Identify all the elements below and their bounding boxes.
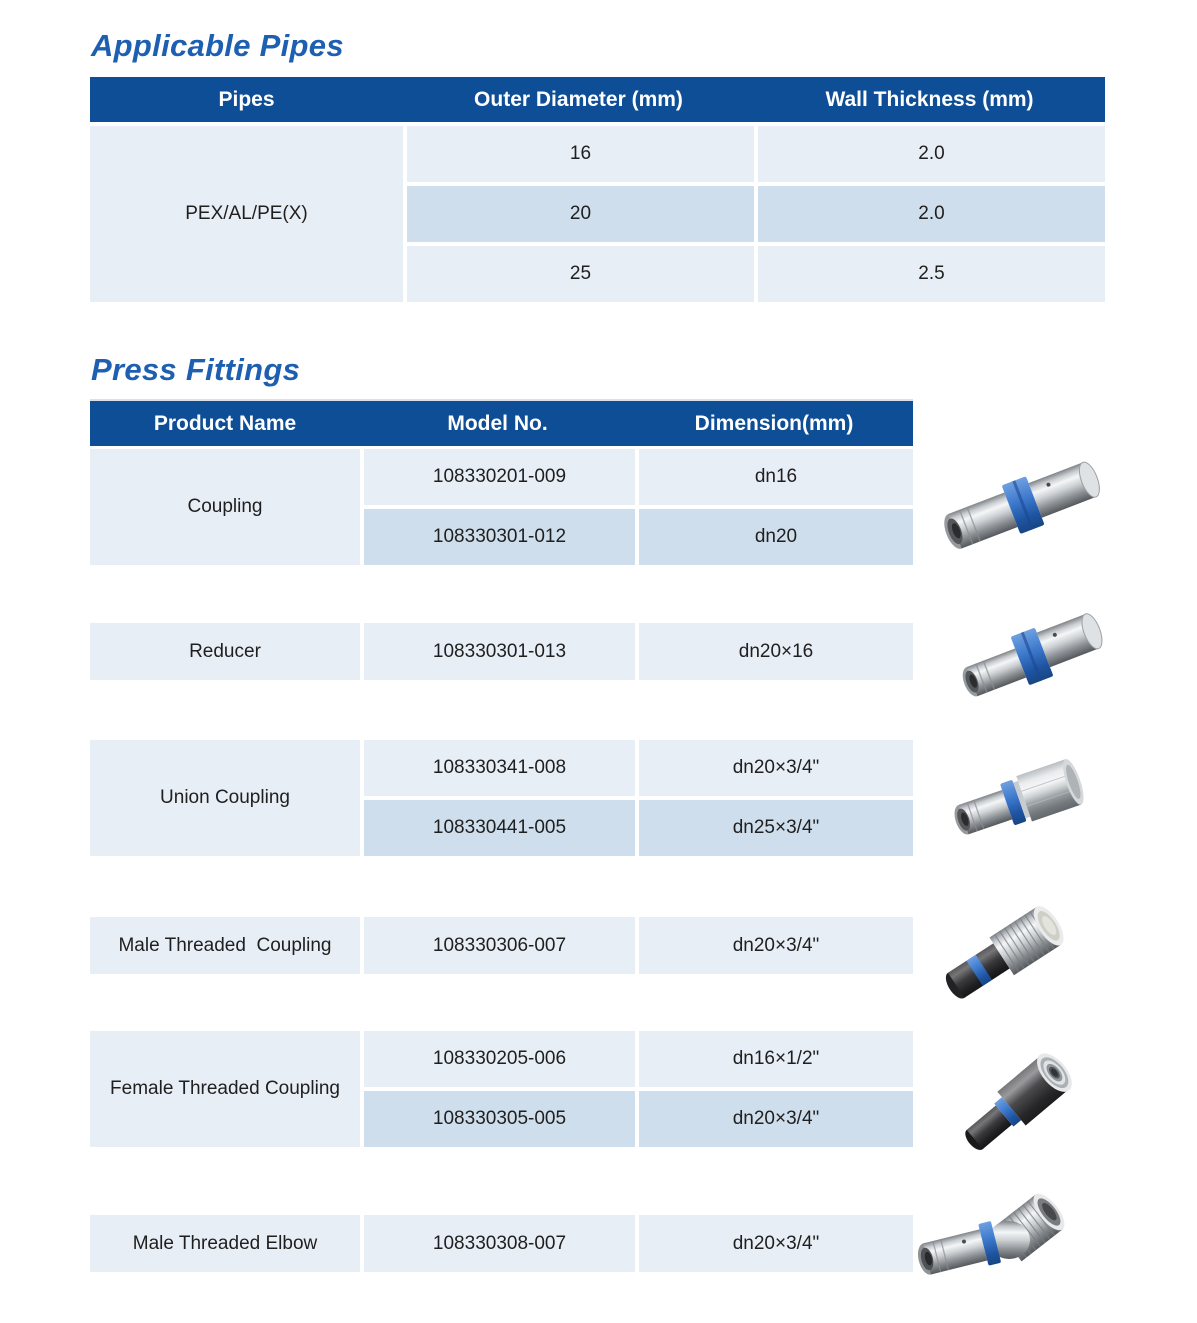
reducer-product-photo: [948, 595, 1113, 713]
pipe-type-cell: PEX/AL/PE(X): [90, 126, 403, 302]
fitting-group-male-threaded-coupling: [90, 917, 913, 974]
male-threaded-coupling-product-photo: [922, 885, 1097, 1017]
dimension-cell: dn20×3/4": [639, 740, 913, 796]
union-coupling-product-photo: [943, 740, 1098, 852]
column-header-product-name: Product Name: [153, 411, 297, 435]
product-name-cell: Male Threaded Coupling: [90, 917, 360, 974]
dimension-cell: dn20×3/4": [639, 917, 913, 974]
column-header-dimension: Dimension(mm): [694, 411, 854, 435]
column-header-outer-diameter: Outer Diameter (mm): [474, 87, 683, 111]
dimension-cell: dn16×1/2": [639, 1031, 913, 1087]
model-no-cell: 108330441-005: [364, 800, 635, 856]
press-fittings-header: [90, 399, 913, 446]
product-name-cell: Coupling: [90, 449, 360, 565]
product-name-cell: Reducer: [90, 623, 360, 680]
model-no-cell: 108330306-007: [364, 917, 635, 974]
product-name-cell: Female Threaded Coupling: [90, 1031, 360, 1147]
dimension-cell: dn20×3/4": [639, 1091, 913, 1147]
press-fittings-title: Press Fittings: [91, 352, 301, 387]
outer-diameter-cell: 20: [407, 186, 754, 242]
product-name-cell: Union Coupling: [90, 740, 360, 856]
dimension-cell: dn20×3/4": [639, 1215, 913, 1272]
wall-thickness-cell: 2.5: [758, 246, 1105, 302]
model-no-cell: 108330201-009: [364, 449, 635, 505]
coupling-product-photo: [930, 443, 1115, 568]
applicable-pipes-title: Applicable Pipes: [91, 28, 344, 63]
dimension-cell: dn20: [639, 509, 913, 565]
wall-thickness-cell: 2.0: [758, 186, 1105, 242]
product-name-cell: Male Threaded Elbow: [90, 1215, 360, 1272]
model-no-cell: 108330205-006: [364, 1031, 635, 1087]
fitting-group-reducer: [90, 623, 913, 680]
dimension-cell: dn20×16: [639, 623, 913, 680]
fitting-group-union-coupling: [90, 740, 913, 856]
applicable-pipes-table: [90, 126, 1105, 302]
outer-diameter-cell: 25: [407, 246, 754, 302]
dimension-cell: dn25×3/4": [639, 800, 913, 856]
column-header-pipes: Pipes: [218, 87, 275, 111]
model-no-cell: 108330305-005: [364, 1091, 635, 1147]
column-header-wall-thickness: Wall Thickness (mm): [825, 87, 1034, 111]
column-header-model-no: Model No.: [447, 411, 548, 435]
fitting-group-coupling: [90, 449, 913, 565]
fitting-group-male-threaded-elbow: [90, 1215, 913, 1272]
applicable-pipes-header: [90, 77, 1105, 122]
model-no-cell: 108330341-008: [364, 740, 635, 796]
male-threaded-elbow-product-photo: [908, 1182, 1103, 1294]
dimension-cell: dn16: [639, 449, 913, 505]
outer-diameter-cell: 16: [407, 126, 754, 182]
female-threaded-coupling-product-photo: [938, 1030, 1108, 1168]
model-no-cell: 108330308-007: [364, 1215, 635, 1272]
model-no-cell: 108330301-013: [364, 623, 635, 680]
fitting-group-female-threaded-coupling: [90, 1031, 913, 1147]
model-no-cell: 108330301-012: [364, 509, 635, 565]
wall-thickness-cell: 2.0: [758, 126, 1105, 182]
